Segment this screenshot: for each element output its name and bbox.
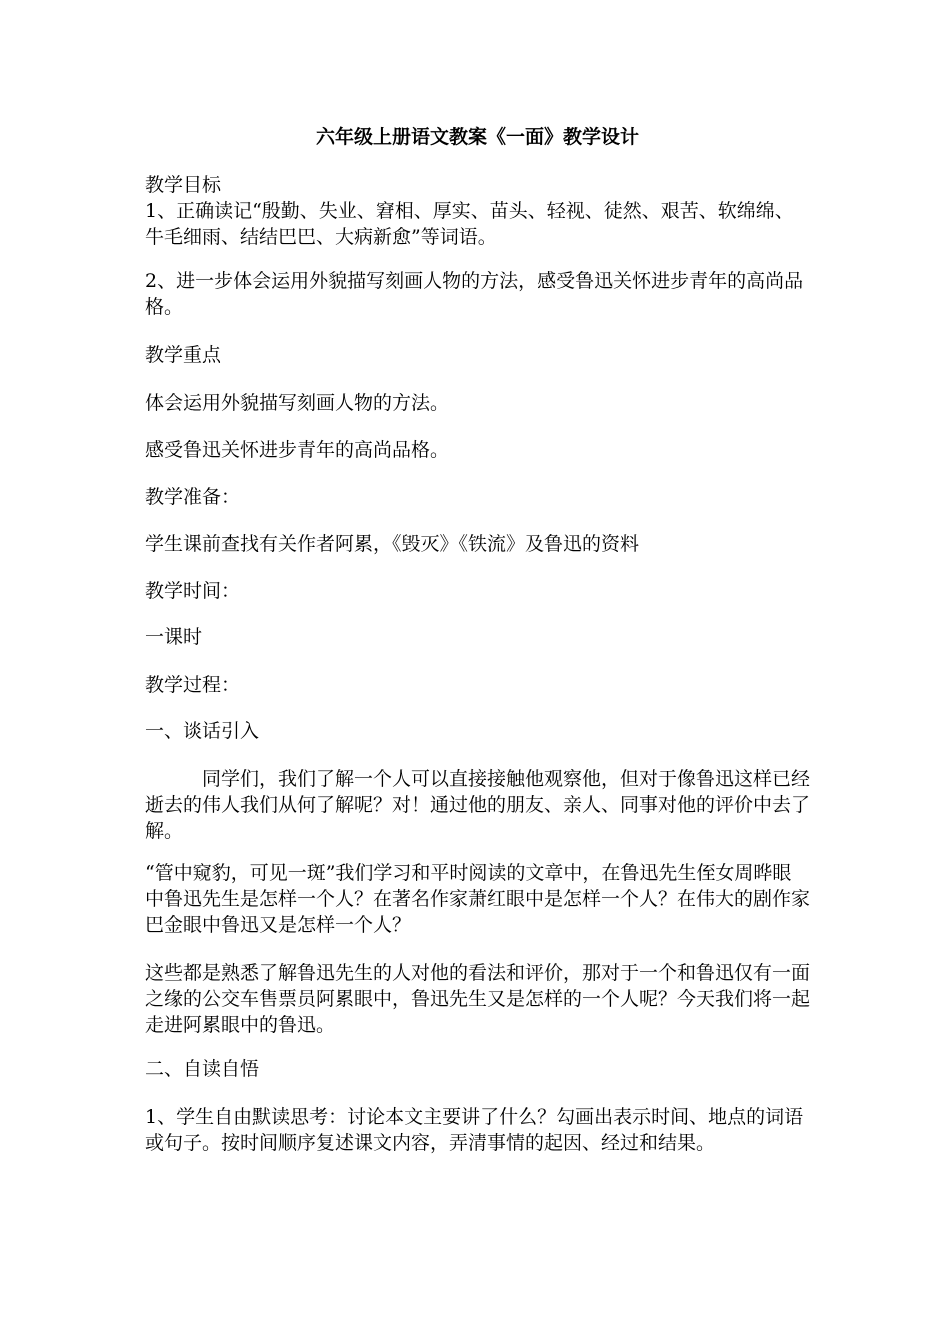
step1-paragraph-3: 这些都是熟悉了解鲁迅先生的人对他的看法和评价，那对于一个和鲁迅仅有一面之缘的公交车售票员阿累眼中，鲁迅先生又是怎样的一个人呢？今天我们将一起走进阿累眼中的鲁迅。: [145, 962, 811, 1036]
process-heading: 教学过程：: [145, 674, 241, 696]
objectives-heading: 教学目标: [145, 174, 222, 196]
step1-heading: 一、谈话引入: [145, 720, 260, 742]
step1-paragraph-2: “管中窥豹，可见一斑”我们学习和平时阅读的文章中，在鲁迅先生侄女周晔眼中鲁迅先生是怎样一个人？在著名作家萧红眼中是怎样一个人？在伟大的剧作家巴金眼中鲁迅又是怎样一个人？: [145, 862, 811, 936]
focus-item-1: 体会运用外貌描写刻画人物的方法。: [145, 392, 450, 414]
time-text: 一课时: [145, 626, 203, 648]
focus-heading: 教学重点: [145, 344, 222, 366]
focus-item-2: 感受鲁迅关怀进步青年的高尚品格。: [145, 439, 450, 461]
step1-paragraph-1: 同学们，我们了解一个人可以直接接触他观察他，但对于像鲁迅这样已经逝去的伟人我们从何了解呢？对！通过他的朋友、亲人、同事对他的评价中去了解。: [145, 768, 811, 842]
objective-item-2: 2、进一步体会运用外貌描写刻画人物的方法，感受鲁迅关怀进步青年的高尚品格。: [145, 270, 804, 318]
step2-heading: 二、自读自悟: [145, 1058, 260, 1080]
step2-item-1: 1、学生自由默读思考：讨论本文主要讲了什么？勾画出表示时间、地点的词语或句子。按时间顺序复述课文内容，弄清事情的起因、经过和结果。: [145, 1106, 804, 1154]
time-heading: 教学时间：: [145, 580, 241, 602]
prep-heading: 教学准备：: [145, 486, 241, 508]
document-title: 六年级上册语文教案《一面》教学设计: [315, 126, 639, 148]
objective-item-1: 1、正确读记“殷勤、失业、窘相、厚实、苗头、轻视、徒然、艰苦、软绵绵、牛毛细雨、结结巴巴、大病新愈”等词语。: [145, 200, 794, 248]
prep-text: 学生课前查找有关作者阿累，《毁灭》《铁流》及鲁迅的资料: [145, 533, 640, 555]
